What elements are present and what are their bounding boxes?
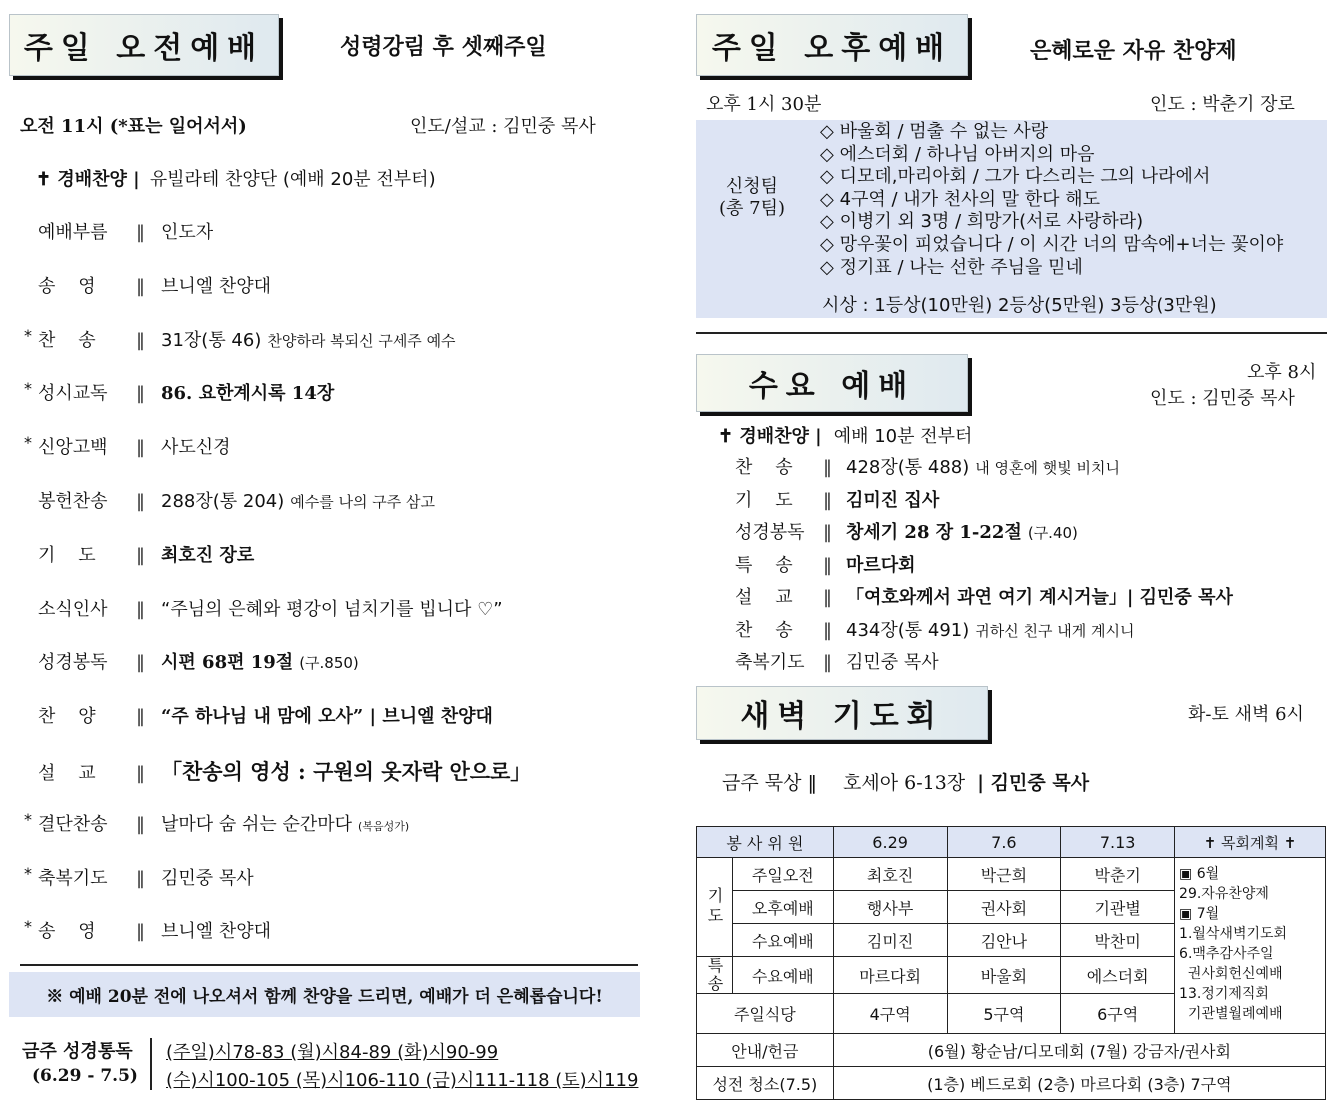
guide-offering-value: (6월) 황순남/디모데회 (7월) 강금자/권사회	[833, 1034, 1325, 1067]
roster-row-name: 수요예배	[732, 924, 833, 957]
wednesday-order-label: 설 교	[735, 587, 793, 608]
wednesday-order-label: 특 송	[735, 554, 793, 576]
notice-text: ※ 예배 20분 전에 나오셔서 함께 찬양을 드리면, 예배가 더 은혜롭습니다!	[46, 987, 603, 1007]
order-separator: ‖	[136, 383, 145, 405]
order-label: 찬 양	[38, 706, 96, 728]
morning-order-item	[38, 541, 260, 567]
prelude-value: 유빌라테 찬양단 (예배 20분 전부터)	[149, 169, 436, 190]
dawn-prayer-title	[696, 686, 988, 740]
wednesday-order-item	[735, 616, 1134, 642]
dawn-preacher: | 김민중 목사	[977, 772, 1090, 794]
order-label: 축복기도	[38, 867, 108, 889]
prelude-label: ✝ 경배찬양 |	[36, 169, 140, 190]
wednesday-order-item	[735, 583, 1239, 609]
team-entry: ◇ 망우꽃이 피었습니다 / 이 시간 너의 맘속에+너는 꽃이야	[820, 233, 1284, 255]
cleaning-label: 성전 청소(7.5)	[697, 1067, 834, 1100]
plan-entry: 29.자유찬양제	[1179, 886, 1269, 902]
team-entry: ◇ 정기표 / 나는 선한 주님을 믿네	[820, 256, 1083, 278]
team-label	[712, 176, 792, 220]
order-separator: ‖	[823, 652, 832, 673]
guide-offering-label: 안내/헌금	[697, 1034, 834, 1067]
roster-header-date-1: 6.29	[833, 827, 947, 858]
order-value: 브니엘 찬양대	[161, 275, 272, 297]
morning-order-item	[24, 917, 277, 943]
dawn-meditation	[722, 768, 1089, 795]
wednesday-order-label: 축복기도	[735, 652, 805, 673]
standing-mark: *	[24, 379, 32, 399]
dawn-prayer-title-text: 새벽 기도회	[740, 699, 944, 734]
plan-entry: 권사회헌신예배	[1179, 966, 1283, 982]
wednesday-order-item	[735, 648, 945, 674]
morning-order-item	[38, 648, 359, 674]
order-separator: ‖	[136, 437, 145, 459]
pastoral-plan-list	[1179, 864, 1321, 1024]
roster-cell: 6구역	[1061, 994, 1175, 1034]
afternoon-service-subtitle: 은혜로운 자유 찬양제	[1030, 38, 1237, 64]
standing-mark: *	[24, 917, 32, 937]
section-divider	[696, 332, 1327, 334]
standing-mark: *	[24, 809, 32, 829]
order-label: 성시교독	[38, 383, 108, 405]
order-separator: ‖	[136, 329, 145, 351]
morning-order-item	[24, 379, 340, 405]
service-roster-table	[696, 826, 1326, 1100]
order-separator: ‖	[136, 491, 145, 512]
order-value: “주님의 은혜와 평강이 넘치기를 빕니다 ♡”	[161, 598, 503, 620]
morning-order-item	[38, 595, 509, 621]
wednesday-order-label: 기 도	[735, 489, 793, 511]
order-value: 브니엘 찬양대	[161, 921, 272, 943]
order-separator: ‖	[136, 763, 145, 784]
order-label: 신앙고백	[38, 437, 108, 459]
wednesday-order-extra: (구.40)	[1027, 524, 1078, 542]
wednesday-order-value: 428장(통 488)	[846, 457, 970, 478]
dawn-value: 호세아 6-13장	[843, 772, 966, 794]
afternoon-service-title-text: 주일 오후예배	[711, 31, 953, 66]
roster-header-date-2: 7.6	[947, 827, 1061, 858]
roster-cell: 4구역	[833, 994, 947, 1034]
morning-time: 오전 11시 (*표는 일어서서)	[20, 116, 247, 137]
roster-cell: 김안나	[947, 924, 1061, 957]
roster-cell: 박근희	[947, 858, 1061, 891]
morning-order-item	[38, 756, 537, 786]
order-value: 시편 68편 19절	[161, 652, 294, 674]
morning-service-title-text: 주일 오전예배	[23, 31, 265, 66]
wednesday-order-item	[735, 518, 1078, 544]
order-label: 봉헌찬송	[38, 491, 108, 512]
roster-cell: 박춘기	[1061, 858, 1175, 891]
morning-order-item	[38, 487, 435, 513]
dawn-label: 금주 묵상 ‖	[722, 772, 817, 794]
order-label: 예배부름	[38, 222, 108, 243]
order-separator: ‖	[823, 619, 832, 641]
team-label-1: 신청팀	[725, 176, 779, 197]
order-value: 김민중 목사	[161, 867, 254, 889]
wednesday-leader: 인도 : 김민중 목사	[1150, 388, 1295, 409]
order-separator: ‖	[136, 706, 145, 728]
wednesday-order-item	[735, 551, 922, 577]
order-extra: 찬양하라 복되신 구세주 예수	[267, 331, 456, 350]
roster-header-date-3: 7.13	[1061, 827, 1175, 858]
prize-info: 시상 : 1등상(10만원) 2등상(5만원) 3등상(3만원)	[822, 295, 1217, 316]
order-label: 설 교	[38, 763, 96, 784]
roster-row-name: 오후예배	[732, 891, 833, 924]
order-separator: ‖	[823, 457, 832, 478]
morning-leader: 인도/설교 : 김민중 목사	[410, 116, 596, 137]
standing-mark: *	[24, 433, 32, 453]
wednesday-order-value: 김민중 목사	[846, 652, 939, 673]
team-entry: ◇ 4구역 / 내가 천사의 말 한다 해도	[820, 188, 1101, 210]
morning-order-item	[38, 702, 499, 728]
order-value: 86. 요한계시록 14장	[161, 383, 335, 405]
roster-cell: 김미진	[833, 924, 947, 957]
bible-reading-dates: (6.29 - 7.5)	[32, 1066, 138, 1086]
order-label: 성경봉독	[38, 652, 108, 674]
roster-header-role: 봉 사 위 원	[697, 827, 834, 858]
morning-order-item	[24, 433, 237, 459]
order-value: 날마다 숨 쉬는 순간마다	[161, 813, 353, 835]
plan-entry: 6.맥추감사주일	[1179, 946, 1274, 962]
order-label: 기 도	[38, 544, 96, 566]
order-label: 송 영	[38, 921, 96, 943]
wednesday-prelude-label: ✝ 경배찬양 |	[718, 426, 822, 447]
order-label: 결단찬송	[38, 813, 108, 835]
cleaning-value: (1층) 베드로회 (2층) 마르다회 (3층) 7구역	[833, 1067, 1325, 1100]
roster-cell: 권사회	[947, 891, 1061, 924]
roster-cell: 기관별	[1061, 891, 1175, 924]
wednesday-order-extra: 내 영혼에 햇빛 비치니	[975, 459, 1120, 477]
plan-entry: ▣ 7월	[1179, 906, 1220, 922]
wednesday-order-value: 마르다회	[846, 554, 916, 576]
pastoral-plan	[1175, 858, 1326, 1034]
wednesday-service-title	[696, 354, 968, 412]
wednesday-prelude-value: 예배 10분 전부터	[833, 426, 973, 447]
morning-order-item	[38, 272, 277, 298]
wednesday-order-value: 김미진 집사	[846, 489, 940, 511]
dawn-time: 화-토 새벽 6시	[1188, 704, 1304, 725]
order-separator: ‖	[136, 867, 145, 889]
morning-order-item	[24, 809, 410, 836]
morning-service-title	[9, 14, 279, 76]
roster-row-name: 수요예배	[732, 957, 833, 994]
roster-cell: 에스더회	[1061, 957, 1175, 994]
morning-service-subtitle: 성령강림 후 셋째주일	[340, 34, 547, 60]
order-separator: ‖	[136, 544, 145, 566]
plan-entry: ▣ 6월	[1179, 866, 1220, 882]
order-value: 31장(통 46)	[161, 329, 262, 351]
wednesday-order-value: 「여호와께서 과연 여기 계시거늘」| 김민중 목사	[846, 587, 1233, 608]
order-label: 소식인사	[38, 598, 108, 620]
order-extra: 예수를 나의 구주 삼고	[290, 493, 435, 511]
wednesday-order-extra: 귀하신 친구 내게 계시니	[975, 621, 1135, 640]
plan-entry: 13.정기제직회	[1179, 986, 1269, 1002]
order-value: 최호진 장로	[161, 544, 255, 566]
bible-reading-divider	[150, 1038, 152, 1090]
team-entry: ◇ 에스더회 / 하나님 아버지의 마음	[820, 143, 1095, 165]
plan-entry: 기관별월례예배	[1179, 1006, 1283, 1022]
order-separator: ‖	[823, 489, 832, 511]
roster-header-plan: ✝ 목회계획 ✝	[1175, 827, 1326, 858]
plan-entry: 1.월삭새벽기도회	[1179, 926, 1288, 942]
wednesday-order-label: 찬 송	[735, 457, 793, 478]
order-value: 「찬송의 영성 : 구원의 옷자락 안으로」	[161, 759, 532, 784]
bible-reading-line-2: (수)시100-105 (목)시106-110 (금)시111-118 (토)시119	[166, 1070, 639, 1091]
bible-reading-line-1: (주일)시78-83 (월)시84-89 (화)시90-99	[166, 1042, 499, 1063]
order-label: 찬 송	[38, 329, 96, 351]
afternoon-leader: 인도 : 박춘기 장로	[1150, 94, 1295, 115]
roster-row-name: 주일식당	[697, 994, 834, 1034]
order-extra: (구.850)	[299, 654, 359, 673]
order-separator: ‖	[136, 921, 145, 943]
team-list	[820, 121, 1283, 279]
morning-order-item	[24, 325, 456, 352]
notice-box	[9, 972, 640, 1017]
morning-prelude	[36, 165, 436, 191]
roster-cell: 마르다회	[833, 957, 947, 994]
order-value: 사도신경	[161, 437, 231, 459]
roster-group-special: 특송	[697, 957, 733, 994]
wednesday-prelude	[718, 422, 972, 448]
order-value: 인도자	[161, 222, 214, 243]
order-separator: ‖	[823, 522, 832, 543]
wednesday-order-item	[735, 453, 1120, 479]
notice-divider	[20, 964, 638, 966]
morning-order-item	[24, 863, 260, 890]
standing-mark: *	[24, 325, 32, 345]
roster-cell: 행사부	[833, 891, 947, 924]
team-label-2: (총 7팀)	[719, 198, 785, 219]
roster-cell: 박찬미	[1061, 924, 1175, 957]
bible-reading-label: 금주 성경통독	[22, 1041, 133, 1062]
wednesday-order-value: 434장(통 491)	[846, 619, 970, 641]
morning-order-item	[38, 218, 219, 244]
order-separator: ‖	[136, 813, 145, 835]
team-entry: ◇ 디모데,마리아회 / 그가 다스리는 그의 나라에서	[820, 166, 1211, 188]
team-entry: ◇ 바울회 / 멈출 수 없는 사랑	[820, 121, 1049, 142]
order-value: “주 하나님 내 맘에 오사” | 브니엘 찬양대	[161, 706, 493, 728]
roster-cell: 5구역	[947, 994, 1061, 1034]
wednesday-time: 오후 8시	[1247, 362, 1317, 383]
order-separator: ‖	[136, 275, 145, 297]
order-separator: ‖	[823, 554, 832, 576]
roster-group-prayer: 기도	[697, 858, 733, 957]
order-value: 288장(통 204)	[161, 491, 285, 512]
order-separator: ‖	[136, 598, 145, 620]
wednesday-order-label: 성경봉독	[735, 522, 805, 543]
order-separator: ‖	[136, 222, 145, 243]
wednesday-order-label: 찬 송	[735, 619, 793, 641]
order-extra: (복음성가)	[358, 819, 410, 833]
roster-row-name: 주일오전	[732, 858, 833, 891]
afternoon-time: 오후 1시 30분	[706, 94, 822, 115]
wednesday-service-title-text: 수요 예배	[748, 369, 916, 404]
afternoon-service-title	[696, 14, 968, 76]
wednesday-order-value: 창세기 28 장 1-22절	[846, 522, 1022, 543]
wednesday-order-item	[735, 486, 945, 512]
team-entry: ◇ 이병기 외 3명 / 희망가(서로 사랑하라)	[820, 211, 1144, 233]
roster-cell: 바울회	[947, 957, 1061, 994]
order-label: 송 영	[38, 275, 96, 297]
standing-mark: *	[24, 863, 32, 883]
order-separator: ‖	[136, 652, 145, 674]
order-separator: ‖	[823, 587, 832, 608]
roster-cell: 최호진	[833, 858, 947, 891]
